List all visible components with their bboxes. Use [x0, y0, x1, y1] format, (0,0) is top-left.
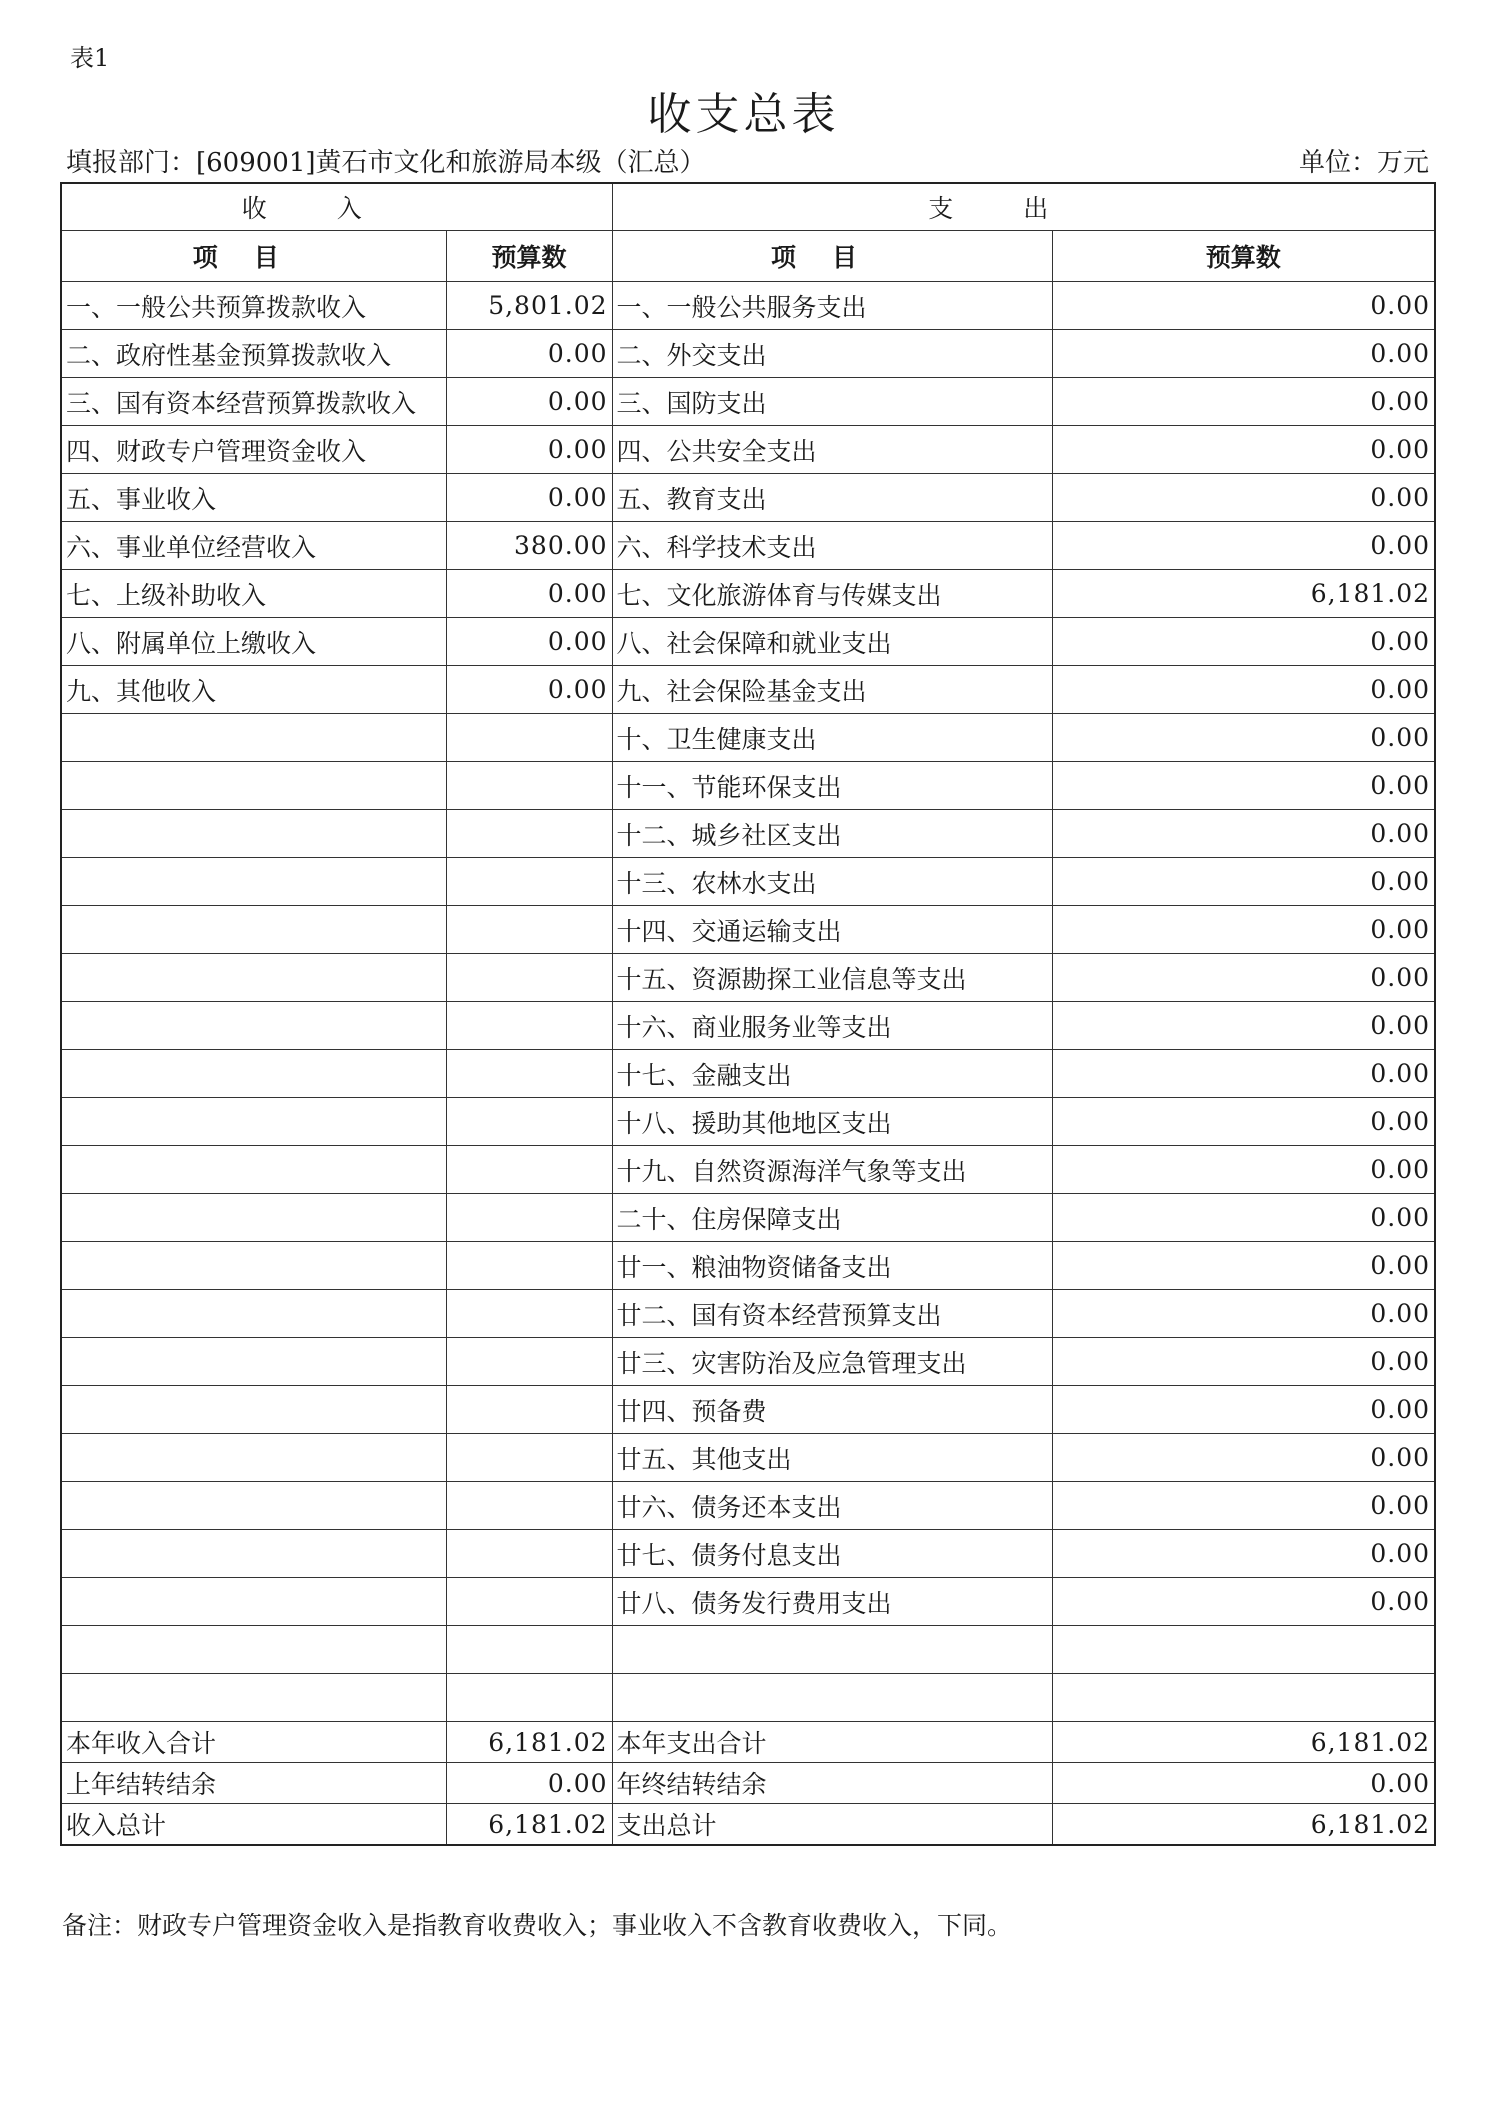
total-row — [61, 1763, 1435, 1804]
table-row — [61, 1578, 1435, 1626]
income-item-cell: 二、政府性基金预算拨款收入 — [61, 330, 446, 378]
expense-value-cell: 0.00 — [1052, 282, 1435, 330]
expense-value-cell: 0.00 — [1052, 858, 1435, 906]
income-value-cell — [446, 1290, 612, 1338]
expense-value-cell: 0.00 — [1052, 810, 1435, 858]
income-value-cell — [446, 762, 612, 810]
income-item-cell — [61, 1050, 446, 1098]
expense-item-cell — [612, 1626, 1052, 1674]
section-header-row — [61, 183, 1435, 231]
income-value-cell: 0.00 — [446, 378, 612, 426]
income-section-header: 收入 — [61, 183, 612, 231]
income-value-cell — [446, 1098, 612, 1146]
expense-item-cell: 十九、自然资源海洋气象等支出 — [612, 1146, 1052, 1194]
income-value-cell: 5,801.02 — [446, 282, 612, 330]
income-item-cell — [61, 954, 446, 1002]
department-label: 填报部门：[609001]黄石市文化和旅游局本级（汇总） — [66, 148, 706, 178]
table-row — [61, 282, 1435, 330]
income-value-cell: 6,181.02 — [446, 1722, 612, 1763]
expense-item-cell: 七、文化旅游体育与传媒支出 — [612, 570, 1052, 618]
expense-value-cell: 6,181.02 — [1052, 1722, 1435, 1763]
income-value-cell: 380.00 — [446, 522, 612, 570]
expense-section-header: 支出 — [612, 183, 1435, 231]
expense-item-cell: 二、外交支出 — [612, 330, 1052, 378]
income-item-cell: 九、其他收入 — [61, 666, 446, 714]
income-item-cell — [61, 1530, 446, 1578]
income-value-cell — [446, 1002, 612, 1050]
expense-item-cell: 八、社会保障和就业支出 — [612, 618, 1052, 666]
income-value-cell: 0.00 — [446, 426, 612, 474]
expense-value-cell: 0.00 — [1052, 1194, 1435, 1242]
expense-budget-header: 预算数 — [1052, 231, 1435, 282]
expense-item-cell: 年终结转结余 — [612, 1763, 1052, 1804]
income-item-cell — [61, 1578, 446, 1626]
table-row — [61, 714, 1435, 762]
expense-item-cell: 十七、金融支出 — [612, 1050, 1052, 1098]
income-item-cell — [61, 762, 446, 810]
footnote: 备注：财政专户管理资金收入是指教育收费收入；事业收入不含教育收费收入，下同。 — [62, 1911, 1013, 1940]
expense-value-cell: 0.00 — [1052, 1242, 1435, 1290]
income-item-cell — [61, 1482, 446, 1530]
income-item-cell — [61, 1146, 446, 1194]
income-item-cell — [61, 858, 446, 906]
income-value-cell: 0.00 — [446, 330, 612, 378]
budget-table — [60, 182, 1436, 1846]
expense-item-cell: 二十、住房保障支出 — [612, 1194, 1052, 1242]
income-value-cell: 0.00 — [446, 570, 612, 618]
table-row — [61, 330, 1435, 378]
table-row — [61, 522, 1435, 570]
column-header-row — [61, 231, 1435, 282]
table-row — [61, 570, 1435, 618]
table-row — [61, 1482, 1435, 1530]
table-row — [61, 954, 1435, 1002]
expense-item-cell — [612, 1674, 1052, 1722]
table-row — [61, 1386, 1435, 1434]
income-item-cell: 七、上级补助收入 — [61, 570, 446, 618]
expense-item-cell: 廿八、债务发行费用支出 — [612, 1578, 1052, 1626]
income-value-cell — [446, 1050, 612, 1098]
income-item-cell — [61, 1002, 446, 1050]
expense-value-cell: 0.00 — [1052, 954, 1435, 1002]
expense-item-cell: 廿五、其他支出 — [612, 1434, 1052, 1482]
table-row — [61, 1002, 1435, 1050]
income-value-cell — [446, 1482, 612, 1530]
income-value-cell — [446, 1626, 612, 1674]
expense-item-cell: 十四、交通运输支出 — [612, 906, 1052, 954]
expense-item-cell: 廿二、国有资本经营预算支出 — [612, 1290, 1052, 1338]
expense-value-cell: 0.00 — [1052, 330, 1435, 378]
income-value-cell — [446, 1578, 612, 1626]
income-value-cell: 0.00 — [446, 1763, 612, 1804]
income-item-cell — [61, 1098, 446, 1146]
expense-item-cell: 廿七、债务付息支出 — [612, 1530, 1052, 1578]
expense-value-cell: 0.00 — [1052, 1338, 1435, 1386]
expense-value-cell: 6,181.02 — [1052, 570, 1435, 618]
table-row — [61, 762, 1435, 810]
table-row — [61, 1098, 1435, 1146]
table-row — [61, 858, 1435, 906]
income-value-cell — [446, 1386, 612, 1434]
income-item-cell — [61, 1290, 446, 1338]
expense-value-cell: 0.00 — [1052, 714, 1435, 762]
income-value-cell — [446, 810, 612, 858]
income-item-cell — [61, 1674, 446, 1722]
income-item-cell: 收入总计 — [61, 1804, 446, 1846]
meta-line — [66, 142, 1429, 176]
table-row — [61, 1434, 1435, 1482]
income-item-cell — [61, 714, 446, 762]
income-item-cell: 三、国有资本经营预算拨款收入 — [61, 378, 446, 426]
expense-value-cell: 0.00 — [1052, 426, 1435, 474]
table-row — [61, 1194, 1435, 1242]
expense-value-cell: 0.00 — [1052, 1146, 1435, 1194]
expense-item-cell: 六、科学技术支出 — [612, 522, 1052, 570]
expense-value-cell: 0.00 — [1052, 1530, 1435, 1578]
expense-value-cell: 0.00 — [1052, 522, 1435, 570]
expense-item-header: 项目 — [612, 231, 1052, 282]
expense-item-cell: 十三、农林水支出 — [612, 858, 1052, 906]
table-row — [61, 378, 1435, 426]
expense-value-cell: 0.00 — [1052, 1386, 1435, 1434]
income-item-cell — [61, 1626, 446, 1674]
table-row — [61, 1290, 1435, 1338]
income-item-cell: 六、事业单位经营收入 — [61, 522, 446, 570]
expense-value-cell: 0.00 — [1052, 666, 1435, 714]
table-row — [61, 1338, 1435, 1386]
income-value-cell — [446, 1674, 612, 1722]
income-value-cell: 0.00 — [446, 666, 612, 714]
expense-item-cell: 四、公共安全支出 — [612, 426, 1052, 474]
expense-item-cell: 十六、商业服务业等支出 — [612, 1002, 1052, 1050]
expense-item-cell: 廿四、预备费 — [612, 1386, 1052, 1434]
expense-value-cell: 0.00 — [1052, 474, 1435, 522]
table-row — [61, 1530, 1435, 1578]
income-budget-header: 预算数 — [446, 231, 612, 282]
unit-label: 单位：万元 — [1298, 148, 1429, 178]
expense-item-cell: 十八、援助其他地区支出 — [612, 1098, 1052, 1146]
expense-value-cell: 0.00 — [1052, 1098, 1435, 1146]
income-item-cell: 四、财政专户管理资金收入 — [61, 426, 446, 474]
expense-item-cell: 廿三、灾害防治及应急管理支出 — [612, 1338, 1052, 1386]
expense-item-cell: 十五、资源勘探工业信息等支出 — [612, 954, 1052, 1002]
income-value-cell — [446, 1242, 612, 1290]
page-title: 收支总表 — [647, 89, 840, 140]
table-row — [61, 1674, 1435, 1722]
expense-value-cell — [1052, 1674, 1435, 1722]
income-item-cell: 本年收入合计 — [61, 1722, 446, 1763]
income-value-cell — [446, 954, 612, 1002]
expense-item-cell: 廿一、粮油物资储备支出 — [612, 1242, 1052, 1290]
expense-value-cell: 0.00 — [1052, 1290, 1435, 1338]
income-value-cell — [446, 1194, 612, 1242]
total-row — [61, 1804, 1435, 1846]
income-item-cell: 上年结转结余 — [61, 1763, 446, 1804]
expense-value-cell: 0.00 — [1052, 906, 1435, 954]
expense-value-cell: 0.00 — [1052, 1434, 1435, 1482]
expense-value-cell: 0.00 — [1052, 1578, 1435, 1626]
income-value-cell — [446, 1530, 612, 1578]
income-value-cell — [446, 858, 612, 906]
income-value-cell — [446, 1146, 612, 1194]
income-value-cell — [446, 714, 612, 762]
income-value-cell — [446, 1434, 612, 1482]
income-value-cell: 0.00 — [446, 474, 612, 522]
total-row — [61, 1722, 1435, 1763]
income-value-cell — [446, 906, 612, 954]
expense-item-cell: 支出总计 — [612, 1804, 1052, 1846]
expense-value-cell: 0.00 — [1052, 1002, 1435, 1050]
expense-item-cell: 十二、城乡社区支出 — [612, 810, 1052, 858]
income-item-cell — [61, 810, 446, 858]
expense-value-cell: 0.00 — [1052, 1763, 1435, 1804]
income-value-cell: 6,181.02 — [446, 1804, 612, 1846]
table-row — [61, 666, 1435, 714]
expense-item-cell: 一、一般公共服务支出 — [612, 282, 1052, 330]
income-value-cell — [446, 1338, 612, 1386]
income-item-header: 项目 — [61, 231, 446, 282]
expense-value-cell: 6,181.02 — [1052, 1804, 1435, 1846]
expense-item-cell: 九、社会保险基金支出 — [612, 666, 1052, 714]
table-row — [61, 426, 1435, 474]
table-row — [61, 618, 1435, 666]
expense-value-cell — [1052, 1626, 1435, 1674]
table-row — [61, 810, 1435, 858]
income-item-cell — [61, 1434, 446, 1482]
income-item-cell: 五、事业收入 — [61, 474, 446, 522]
expense-item-cell: 本年支出合计 — [612, 1722, 1052, 1763]
expense-item-cell: 廿六、债务还本支出 — [612, 1482, 1052, 1530]
table-row — [61, 1050, 1435, 1098]
income-item-cell — [61, 1338, 446, 1386]
expense-item-cell: 三、国防支出 — [612, 378, 1052, 426]
expense-value-cell: 0.00 — [1052, 378, 1435, 426]
table-row — [61, 1146, 1435, 1194]
expense-value-cell: 0.00 — [1052, 1482, 1435, 1530]
expense-value-cell: 0.00 — [1052, 618, 1435, 666]
table-row — [61, 1242, 1435, 1290]
income-value-cell: 0.00 — [446, 618, 612, 666]
table-row — [61, 906, 1435, 954]
table-row — [61, 474, 1435, 522]
income-item-cell: 一、一般公共预算拨款收入 — [61, 282, 446, 330]
expense-value-cell: 0.00 — [1052, 762, 1435, 810]
income-item-cell — [61, 1386, 446, 1434]
income-item-cell — [61, 1242, 446, 1290]
expense-item-cell: 五、教育支出 — [612, 474, 1052, 522]
table-row — [61, 1626, 1435, 1674]
income-item-cell — [61, 1194, 446, 1242]
income-item-cell: 八、附属单位上缴收入 — [61, 618, 446, 666]
expense-item-cell: 十一、节能环保支出 — [612, 762, 1052, 810]
expense-item-cell: 十、卫生健康支出 — [612, 714, 1052, 762]
expense-value-cell: 0.00 — [1052, 1050, 1435, 1098]
income-item-cell — [61, 906, 446, 954]
table-tag: 表1 — [70, 44, 110, 72]
